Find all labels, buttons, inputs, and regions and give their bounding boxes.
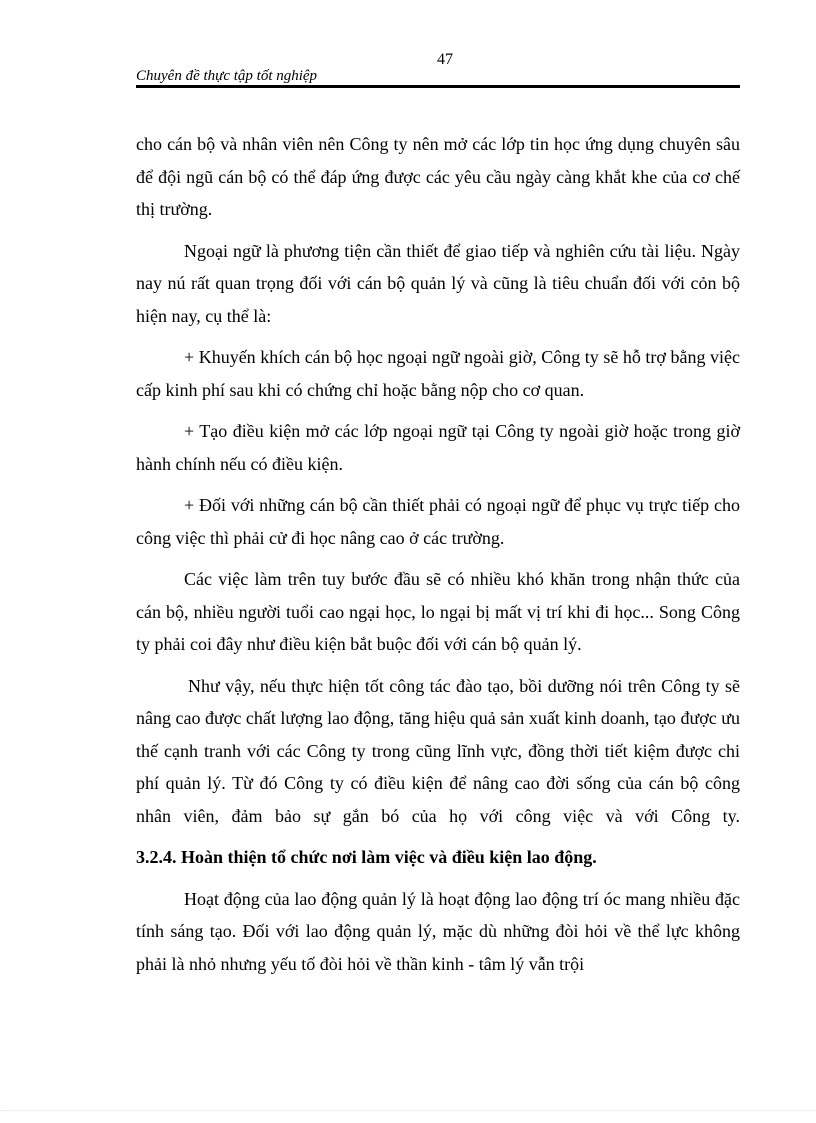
list-item-open-classes: + Tạo điều kiện mở các lớp ngoại ngữ tại Công ty ngoài giờ hoặc trong giờ hành chính nếu có điều kiện. — [136, 421, 740, 474]
list-item-advanced-study: + Đối với những cán bộ cần thiết phải có ngoại ngữ để phục vụ trực tiếp cho công việc thì phải cử đi học nâng cao ở các trường. — [136, 495, 740, 548]
header-rule — [136, 85, 740, 88]
list-item-encourage-study: + Khuyến khích cán bộ học ngoại ngữ ngoài giờ, Công ty sẽ hỗ trợ bằng việc cấp kinh phí sau khi có chứng chỉ hoặc bằng nộp cho cơ quan. — [136, 347, 740, 400]
paragraph-difficulties: Các việc làm trên tuy bước đầu sẽ có nhiều khó khăn trong nhận thức của cán bộ, nhiều người tuổi cao ngại học, lo ngại bị mất vị trí khi đi học... Song Công ty phải coi đây như điều kiện bắt buộc đối với cán bộ quản lý. — [136, 569, 740, 654]
body-text — [136, 128, 740, 989]
paragraph-conclusion: Như vậy, nếu thực hiện tốt công tác đào tạo, bồi dưỡng nói trên Công ty sẽ nâng cao được chất lượng lao động, tăng hiệu quả sản xuất kinh doanh, tạo được ưu thế cạnh tranh với các Công ty trong cũng lĩnh vực, đồng thời tiết kiệm được chi phí quản lý. Từ đó Công ty có điều kiện để nâng cao đời sống của cán bộ công nhân viên, đảm bảo sự gắn bó của họ với công việc và với Công ty. — [136, 675, 740, 826]
section-heading: 3.2.4. Hoàn thiện tổ chức nơi làm việc và điều kiện lao động. — [136, 847, 597, 867]
running-header: Chuyên đề thực tập tốt nghiệp — [136, 68, 318, 84]
page-number: 47 — [437, 51, 453, 68]
page-bottom-border — [0, 1110, 816, 1111]
paragraph-foreign-language: Ngoại ngữ là phương tiện cần thiết để giao tiếp và nghiên cứu tài liệu. Ngày nay nú rất quan trọng đối với cán bộ quản lý và cũng là tiêu chuẩn đối với cỏn bộ hiện nay, cụ thể là: — [136, 240, 740, 326]
paragraph-working-conditions: Hoạt động của lao động quản lý là hoạt động lao động trí óc mang nhiều đặc tính sáng tạo. Đối với lao động quản lý, mặc dù những đòi hỏi về thể lực không phải là nhỏ nhưng yếu tố đòi hỏi về thần kinh - tâm lý vẫn trội — [136, 888, 740, 974]
paragraph-continuation: cho cán bộ và nhân viên nên Công ty nên mở các lớp tin học ứng dụng chuyên sâu để đội ngũ cán bộ có thể đáp ứng được các yêu cầu ngày càng khắt khe của cơ chế thị trường. — [136, 134, 740, 219]
